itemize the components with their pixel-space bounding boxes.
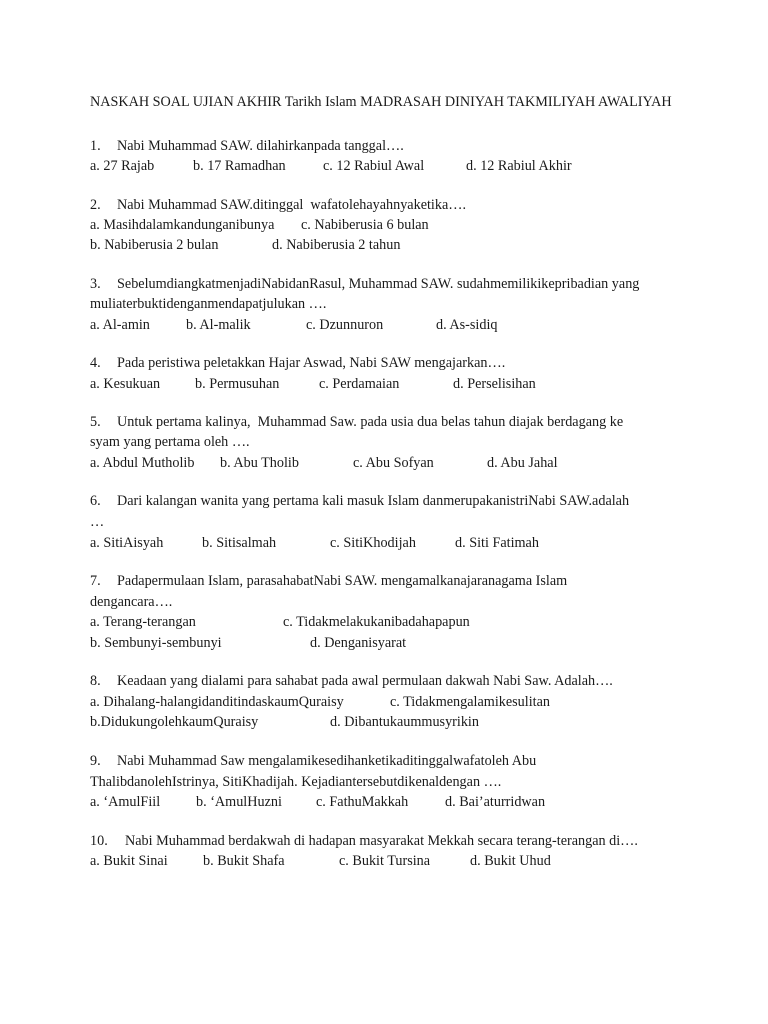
option-a: a. Masihdalamkandunganibunya — [90, 217, 275, 233]
option-b: b. 17 Ramadhan — [193, 158, 286, 174]
option-c: c. SitiKhodijah — [330, 535, 416, 551]
question-text: Nabi Muhammad Saw mengalamikesedihanketikaditinggalwafatoleh Abu — [117, 753, 537, 769]
option-d: d. Bai’aturridwan — [445, 794, 546, 810]
question-number: 10. — [90, 833, 108, 849]
question-text: Dari kalangan wanita yang pertama kali masuk Islam danmerupakanistriNabi SAW.adalah — [117, 493, 630, 509]
question-text-cont: muliaterbuktidenganmendapatjulukan …. — [90, 296, 327, 312]
option-d: d. Denganisyarat — [310, 635, 407, 651]
option-a: a. Al-amin — [90, 317, 150, 333]
option-c: c. Abu Sofyan — [353, 455, 434, 471]
question-number: 9. — [90, 753, 101, 769]
option-b: b. Permusuhan — [195, 376, 280, 392]
question-text: SebelumdiangkatmenjadiNabidanRasul, Muhammad SAW. sudahmemilikikepribadian yang — [117, 276, 640, 292]
question-text: Untuk pertama kalinya, Muhammad Saw. pada usia dua belas tahun diajak berdagang ke — [117, 414, 624, 430]
option-b: b. Abu Tholib — [220, 455, 299, 471]
option-b: b. Bukit Shafa — [203, 853, 285, 869]
option-d: d. Siti Fatimah — [455, 535, 539, 551]
question-text: Pada peristiwa peletakkan Hajar Aswad, Nabi SAW mengajarkan…. — [117, 355, 506, 371]
option-a: a. Dihalang-halangidanditindaskaumQuraisy — [90, 694, 344, 710]
option-a: a. Bukit Sinai — [90, 853, 168, 869]
question-number: 6. — [90, 493, 101, 509]
option-b: b. ‘AmulHuzni — [196, 794, 282, 810]
question-text: Keadaan yang dialami para sahabat pada awal permulaan dakwah Nabi Saw. Adalah…. — [117, 673, 613, 689]
option-a: a. 27 Rajab — [90, 158, 155, 174]
option-a: a. Terang-terangan — [90, 614, 196, 630]
option-b: b. Sitisalmah — [202, 535, 277, 551]
question-number: 1. — [90, 138, 101, 154]
exam-title: NASKAH SOAL UJIAN AKHIR Tarikh Islam MADRASAH DINIYAH TAKMILIYAH AWALIYAH — [90, 94, 672, 110]
question-number: 7. — [90, 573, 101, 589]
question-text-cont: syam yang pertama oleh …. — [90, 434, 250, 450]
question-text: Nabi Muhammad SAW.ditinggal wafatolehayahnyaketika…. — [117, 197, 466, 213]
question-text: Nabi Muhammad berdakwah di hadapan masyarakat Mekkah secara terang-terangan di…. — [125, 833, 638, 849]
option-d: d. As-sidiq — [436, 317, 498, 333]
option-b: b.DidukungolehkaumQuraisy — [90, 714, 259, 730]
option-c: c. Perdamaian — [319, 376, 400, 392]
question-text-cont: ThalibdanolehIstrinya, SitiKhadijah. Kejadiantersebutdikenaldengan …. — [90, 774, 502, 790]
option-c: c. Tidakmengalamikesulitan — [390, 694, 550, 710]
question-text: Padapermulaan Islam, parasahabatNabi SAW. mengamalkanajaranagama Islam — [117, 573, 568, 589]
option-d: d. Dibantukaummusyrikin — [330, 714, 479, 730]
option-d: d. Perselisihan — [453, 376, 536, 392]
option-a: a. Abdul Mutholib — [90, 455, 195, 471]
question-number: 3. — [90, 276, 101, 292]
option-a: a. SitiAisyah — [90, 535, 164, 551]
question-number: 2. — [90, 197, 101, 213]
question-text-cont: dengancara…. — [90, 594, 173, 610]
option-c: c. Bukit Tursina — [339, 853, 431, 869]
option-c: c. Dzunnuron — [306, 317, 384, 333]
question-text-cont: … — [90, 514, 105, 530]
question-number: 4. — [90, 355, 101, 371]
option-c: c. 12 Rabiul Awal — [323, 158, 425, 174]
option-c: c. Nabiberusia 6 bulan — [301, 217, 429, 233]
option-b: b. Sembunyi-sembunyi — [90, 635, 222, 651]
option-d: d. 12 Rabiul Akhir — [466, 158, 572, 174]
option-c: c. FathuMakkah — [316, 794, 409, 810]
option-d: d. Bukit Uhud — [470, 853, 551, 869]
option-b: b. Al-malik — [186, 317, 251, 333]
option-a: a. ‘AmulFiil — [90, 794, 161, 810]
question-number: 5. — [90, 414, 101, 430]
question-text: Nabi Muhammad SAW. dilahirkanpada tanggal…. — [117, 138, 404, 154]
option-c: c. Tidakmelakukanibadahapapun — [283, 614, 470, 630]
question-number: 8. — [90, 673, 101, 689]
option-b: b. Nabiberusia 2 bulan — [90, 237, 219, 253]
option-d: d. Abu Jahal — [487, 455, 558, 471]
option-a: a. Kesukuan — [90, 376, 161, 392]
option-d: d. Nabiberusia 2 tahun — [272, 237, 401, 253]
